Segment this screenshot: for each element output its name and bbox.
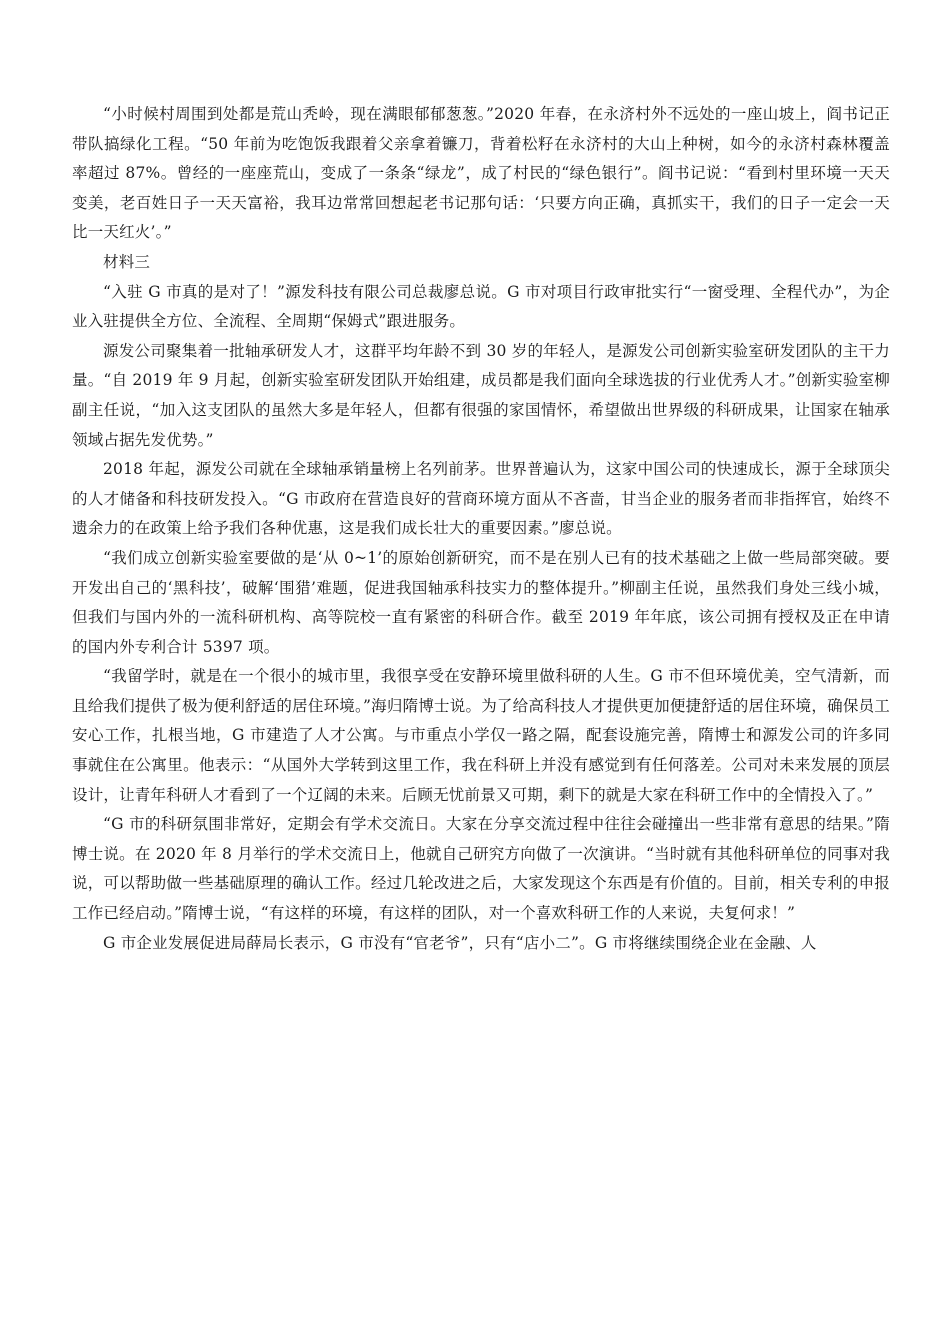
document-body <box>72 100 890 958</box>
paragraph-company-settling: “入驻 G 市真的是对了！”源发科技有限公司总裁廖总说。G 市对项目行政审批实行“一窗受理、全程代办”，为企业入驻提供全方位、全流程、全周期“保姆式”跟进服务。 <box>72 282 890 331</box>
section-heading-material-three: 材料三 <box>103 252 151 271</box>
paragraph-academic-exchange: “G 市的科研氛围非常好，定期会有学术交流日。大家在分享交流过程中往往会碰撞出一些非常有意思的结果。”隋博士说。在 2020 年 8 月举行的学术交流日上，他就自己研究方向做了一次演讲。“当时就有其他科研单位的同事对我说，可以帮助做一些基础原理的确认工作。经过几轮改进之后，大家发现这个东西是有价值的。目前，相关专利的申报工作已经启动。”隋博士说，“有这样的环境，有这样的团队，对一个喜欢科研工作的人来说，夫复何求！” <box>72 815 890 923</box>
paragraph-village-greening: “小时候村周围到处都是荒山秃岭，现在满眼郁郁葱葱。”2020 年春，在永济村外不远处的一座山坡上，阎书记正带队搞绿化工程。“50 年前为吃饱饭我跟着父亲拿着镰刀，背着松籽在永济村的大山上种树，如今的永济村森林覆盖率超过 87%。曾经的一座座荒山，变成了一条条“绿龙”，成了村民的“绿色银行”。阎书记说：“看到村里环境一天天变美，老百姓日子一天天富裕，我耳边常常回想起老书记那句话：‘只要方向正确，真抓实干，我们的日子一定会一天比一天红火’。” <box>72 105 890 242</box>
paragraph-rd-team: 源发公司聚集着一批轴承研发人才，这群平均年龄不到 30 岁的年轻人，是源发公司创新实验室研发团队的主干力量。“自 2019 年 9 月起，创新实验室研发团队开始组建，成员都是我们面向全球选拔的行业优秀人才。”创新实验室柳副主任说，“加入这支团队的虽然大多是年轻人，但都有很强的家国情怀，希望做出世界级的科研成果，让国家在轴承领域占据先发优势。” <box>72 341 890 449</box>
paragraph-service-promise: G 市企业发展促进局薛局长表示，G 市没有“官老爷”，只有“店小二”。G 市将继续围绕企业在金融、人 <box>103 933 817 952</box>
paragraph-sales-ranking: 2018 年起，源发公司就在全球轴承销量榜上名列前茅。世界普遍认为，这家中国公司的快速成长，源于全球顶尖的人才储备和科技研发投入。“G 市政府在营造良好的营商环境方面从不吝啬，甘当企业的服务者而非指挥官，始终不遗余力的在政策上给予我们各种优惠，这是我们成长壮大的重要因素。”廖总说。 <box>72 460 890 538</box>
paragraph-living-environment: “我留学时，就是在一个很小的城市里，我很享受在安静环境里做科研的人生。G 市不但环境优美，空气清新，而且给我们提供了极为便利舒适的居住环境。”海归隋博士说。为了给高科技人才提供更加便捷舒适的居住环境，确保员工安心工作，扎根当地，G 市建造了人才公寓。与市重点小学仅一路之隔，配套设施完善，隋博士和源发公司的许多同事就住在公寓里。他表示：“从国外大学转到这里工作，我在科研上并没有感觉到有任何落差。公司对未来发展的顶层设计，让青年科研人才看到了一个辽阔的未来。后顾无忧前景又可期，剩下的就是大家在科研工作中的全情投入了。” <box>72 667 890 804</box>
paragraph-original-innovation: “我们成立创新实验室要做的是‘从 0~1’的原始创新研究，而不是在别人已有的技术基础之上做一些局部突破。要开发出自己的‘黑科技’，破解‘围猎’难题，促进我国轴承科技实力的整体提升。”柳副主任说，虽然我们身处三线小城，但我们与国内外的一流科研机构、高等院校一直有紧密的科研合作。截至 2019 年年底，该公司拥有授权及正在申请的国内外专利合计 5397 项。 <box>72 548 890 656</box>
